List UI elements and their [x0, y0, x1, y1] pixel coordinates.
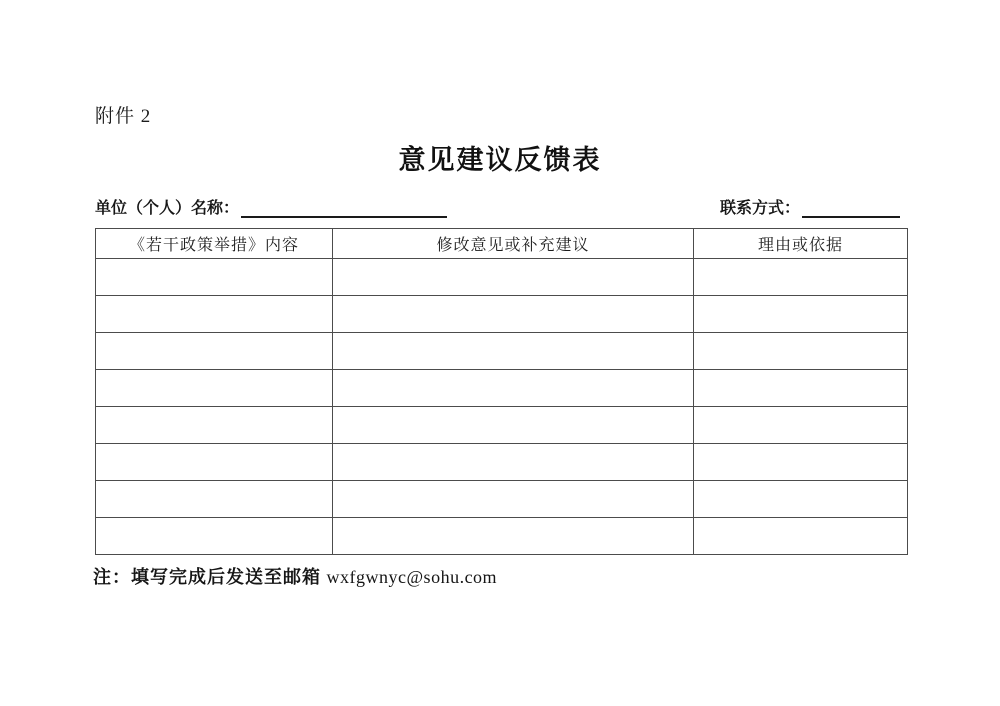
table-cell-empty — [333, 444, 694, 481]
table-header-row — [96, 229, 908, 259]
table-cell-empty — [333, 259, 694, 296]
table-cell-empty — [96, 296, 333, 333]
table-cell-empty — [96, 481, 333, 518]
table-cell-empty — [694, 407, 908, 444]
table-cell-empty — [96, 370, 333, 407]
table-row — [96, 370, 908, 407]
name-blank-field — [241, 196, 447, 218]
table-header-policy-content: 《若干政策举措》内容 — [96, 229, 333, 259]
table-cell-empty — [333, 407, 694, 444]
table-cell-empty — [694, 518, 908, 555]
table-cell-empty — [96, 518, 333, 555]
table-cell-empty — [333, 370, 694, 407]
table-cell-empty — [333, 481, 694, 518]
contact-label: 联系方式： — [719, 200, 800, 217]
page-title: 意见建议反馈表 — [398, 145, 602, 175]
table-cell-empty — [694, 296, 908, 333]
table-row — [96, 518, 908, 555]
contact-field-group — [720, 195, 900, 218]
table-cell-empty — [96, 259, 333, 296]
table-header-reasons: 理由或依据 — [694, 229, 908, 259]
table-cell-empty — [694, 333, 908, 370]
table-cell-empty — [96, 333, 333, 370]
table-cell-empty — [333, 518, 694, 555]
form-line — [95, 192, 900, 218]
attachment-label: 附件 2 — [95, 106, 152, 127]
table-row — [96, 407, 908, 444]
table-body — [96, 259, 908, 555]
footer-note — [93, 563, 497, 589]
table-cell-empty — [333, 333, 694, 370]
table-cell-empty — [96, 444, 333, 481]
table-row — [96, 333, 908, 370]
table-cell-empty — [694, 370, 908, 407]
name-field-group — [95, 195, 447, 218]
table-row — [96, 296, 908, 333]
table-row — [96, 481, 908, 518]
feedback-table — [95, 228, 908, 555]
table-cell-empty — [694, 259, 908, 296]
table-row — [96, 444, 908, 481]
name-label: 单位（个人）名称： — [95, 200, 240, 217]
note-text: 注：填写完成后发送至邮箱 — [93, 567, 327, 587]
table-row — [96, 259, 908, 296]
table-cell-empty — [333, 296, 694, 333]
table-cell-empty — [694, 481, 908, 518]
note-email: wxfgwnyc@sohu.com — [326, 567, 498, 587]
table-cell-empty — [96, 407, 333, 444]
table-cell-empty — [694, 444, 908, 481]
table-header-suggestions: 修改意见或补充建议 — [333, 229, 694, 259]
contact-blank-field — [802, 196, 900, 218]
